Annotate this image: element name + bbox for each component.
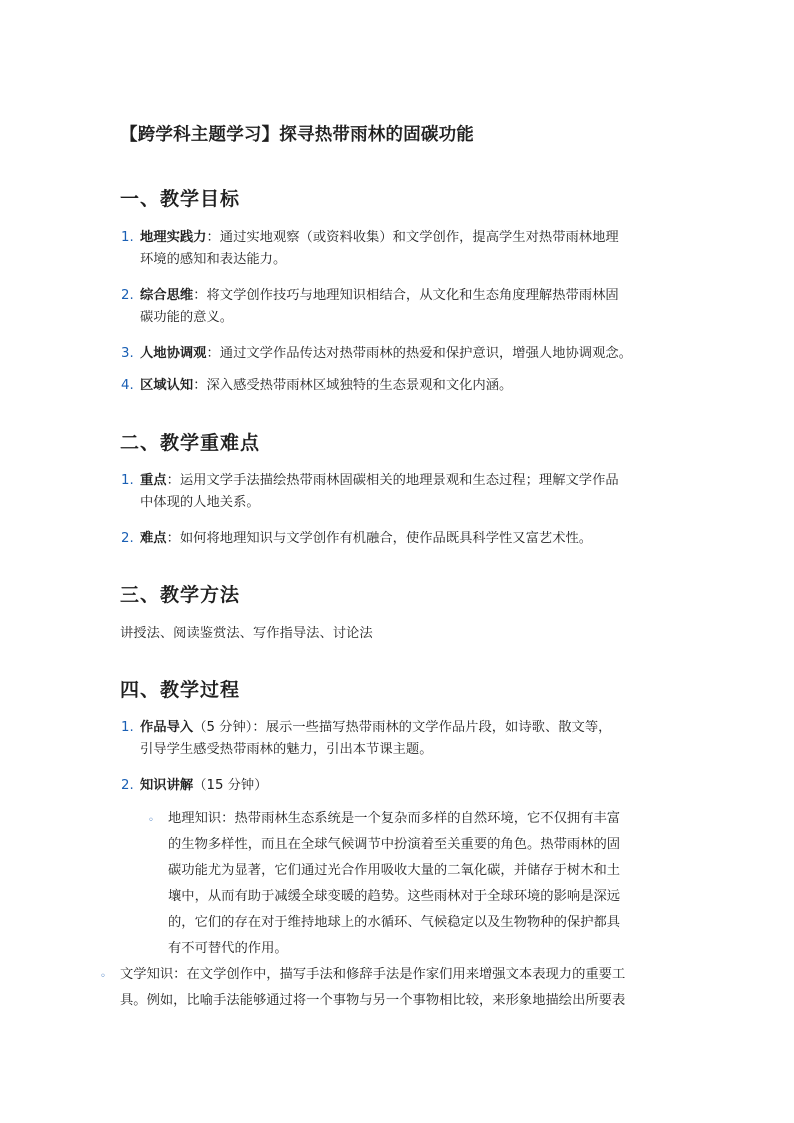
list-number: 2. [121, 531, 134, 546]
paragraph-line: 的生物多样性，而且在全球气候调节中扮演着至关重要的角色。热带雨林的固 [168, 837, 621, 852]
list-number: 2. [121, 778, 134, 793]
list-item [140, 227, 680, 271]
paragraph-line: 文学知识：在文学创作中，描写手法和修辞手法是作家们用来增强文本表现力的重要工 [120, 967, 626, 982]
bullet-icon: ◦ [100, 971, 106, 982]
item-text-continued: 环境的感知和表达能力。 [140, 252, 287, 267]
list-number: 1. [121, 473, 134, 488]
item-label: 知识讲解 [140, 778, 194, 793]
heading-teaching-process: 四、教学过程 [120, 679, 241, 701]
list-item [140, 775, 680, 797]
paragraph-line: 壤中，从而有助于减缓全球变暖的趋势。这些雨林对于全球环境的影响是深远 [168, 889, 621, 904]
methods-text: 讲授法、阅读鉴赏法、写作指导法、讨论法 [120, 626, 373, 641]
bullet-icon: ◦ [148, 815, 154, 826]
item-label: 重点 [140, 473, 167, 488]
list-item [140, 470, 680, 514]
paragraph-line: 具。例如，比喻手法能够通过将一个事物与另一个事物相比较，来形象地描绘出所要表 [120, 993, 626, 1008]
item-text: 通过文学作品传达对热带雨林的热爱和保护意识，增强人地协调观念。 [219, 346, 632, 361]
item-sep: ： [206, 230, 220, 245]
item-sep: ： [166, 473, 180, 488]
item-label: 综合思维 [140, 288, 194, 303]
geography-knowledge-paragraph [168, 806, 620, 962]
item-text: 如何将地理知识与文学创作有机融合，使作品既具科学性又富艺术性。 [179, 531, 593, 546]
item-text: 展示一些描写热带雨林的文学作品片段，如诗歌、散文等， [265, 720, 612, 735]
item-sep: （15 分钟） [193, 778, 268, 793]
list-item [140, 343, 680, 365]
item-label: 作品导入 [140, 720, 194, 735]
paragraph-line: 地理知识：热带雨林生态系统是一个复杂而多样的自然环境，它不仅拥有丰富 [168, 811, 621, 826]
list-number: 3. [121, 346, 134, 361]
paragraph-line: 的，它们的存在对于维持地球上的水循环、气候稳定以及生物物种的保护都具 [168, 915, 621, 930]
paragraph-line: 有不可替代的作用。 [168, 941, 288, 956]
item-text-continued: 碳功能的意义。 [140, 310, 234, 325]
list-item [140, 285, 680, 329]
item-sep: ： [193, 288, 207, 303]
list-number: 4. [121, 378, 134, 393]
literature-knowledge-paragraph [120, 962, 625, 1014]
list-number: 1. [121, 230, 134, 245]
list-item [140, 717, 680, 761]
heading-key-difficulties: 二、教学重难点 [120, 432, 261, 454]
item-text: 运用文学手法描绘热带雨林固碳相关的地理景观和生态过程；理解文学作品 [179, 473, 619, 488]
paragraph-line: 碳功能尤为显著，它们通过光合作用吸收大量的二氧化碳，并储存于树木和土 [168, 863, 621, 878]
item-text-continued: 中体现的人地关系。 [140, 495, 260, 510]
item-text: 将文学创作技巧与地理知识相结合，从文化和生态角度理解热带雨林固 [206, 288, 619, 303]
item-text-continued: 引导学生感受热带雨林的魅力，引出本节课主题。 [140, 742, 433, 757]
list-item [140, 528, 680, 550]
item-text: 通过实地观察（或资料收集）和文学创作，提高学生对热带雨林地理 [219, 230, 619, 245]
item-label: 难点 [140, 531, 167, 546]
item-sep: ： [193, 378, 207, 393]
item-sep: ： [166, 531, 180, 546]
list-item [140, 375, 680, 397]
item-label: 区域认知 [140, 378, 194, 393]
heading-teaching-methods: 三、教学方法 [120, 584, 241, 606]
heading-teaching-goals: 一、教学目标 [120, 188, 241, 210]
list-number: 2. [121, 288, 134, 303]
item-text: 深入感受热带雨林区域独特的生态景观和文化内涵。 [206, 378, 513, 393]
item-sep: （5 分钟）： [193, 720, 266, 735]
item-label: 人地协调观 [140, 346, 207, 361]
list-number: 1. [121, 720, 134, 735]
item-label: 地理实践力 [140, 230, 207, 245]
document-title: 【跨学科主题学习】探寻热带雨林的固碳功能 [120, 125, 474, 145]
item-sep: ： [206, 346, 220, 361]
